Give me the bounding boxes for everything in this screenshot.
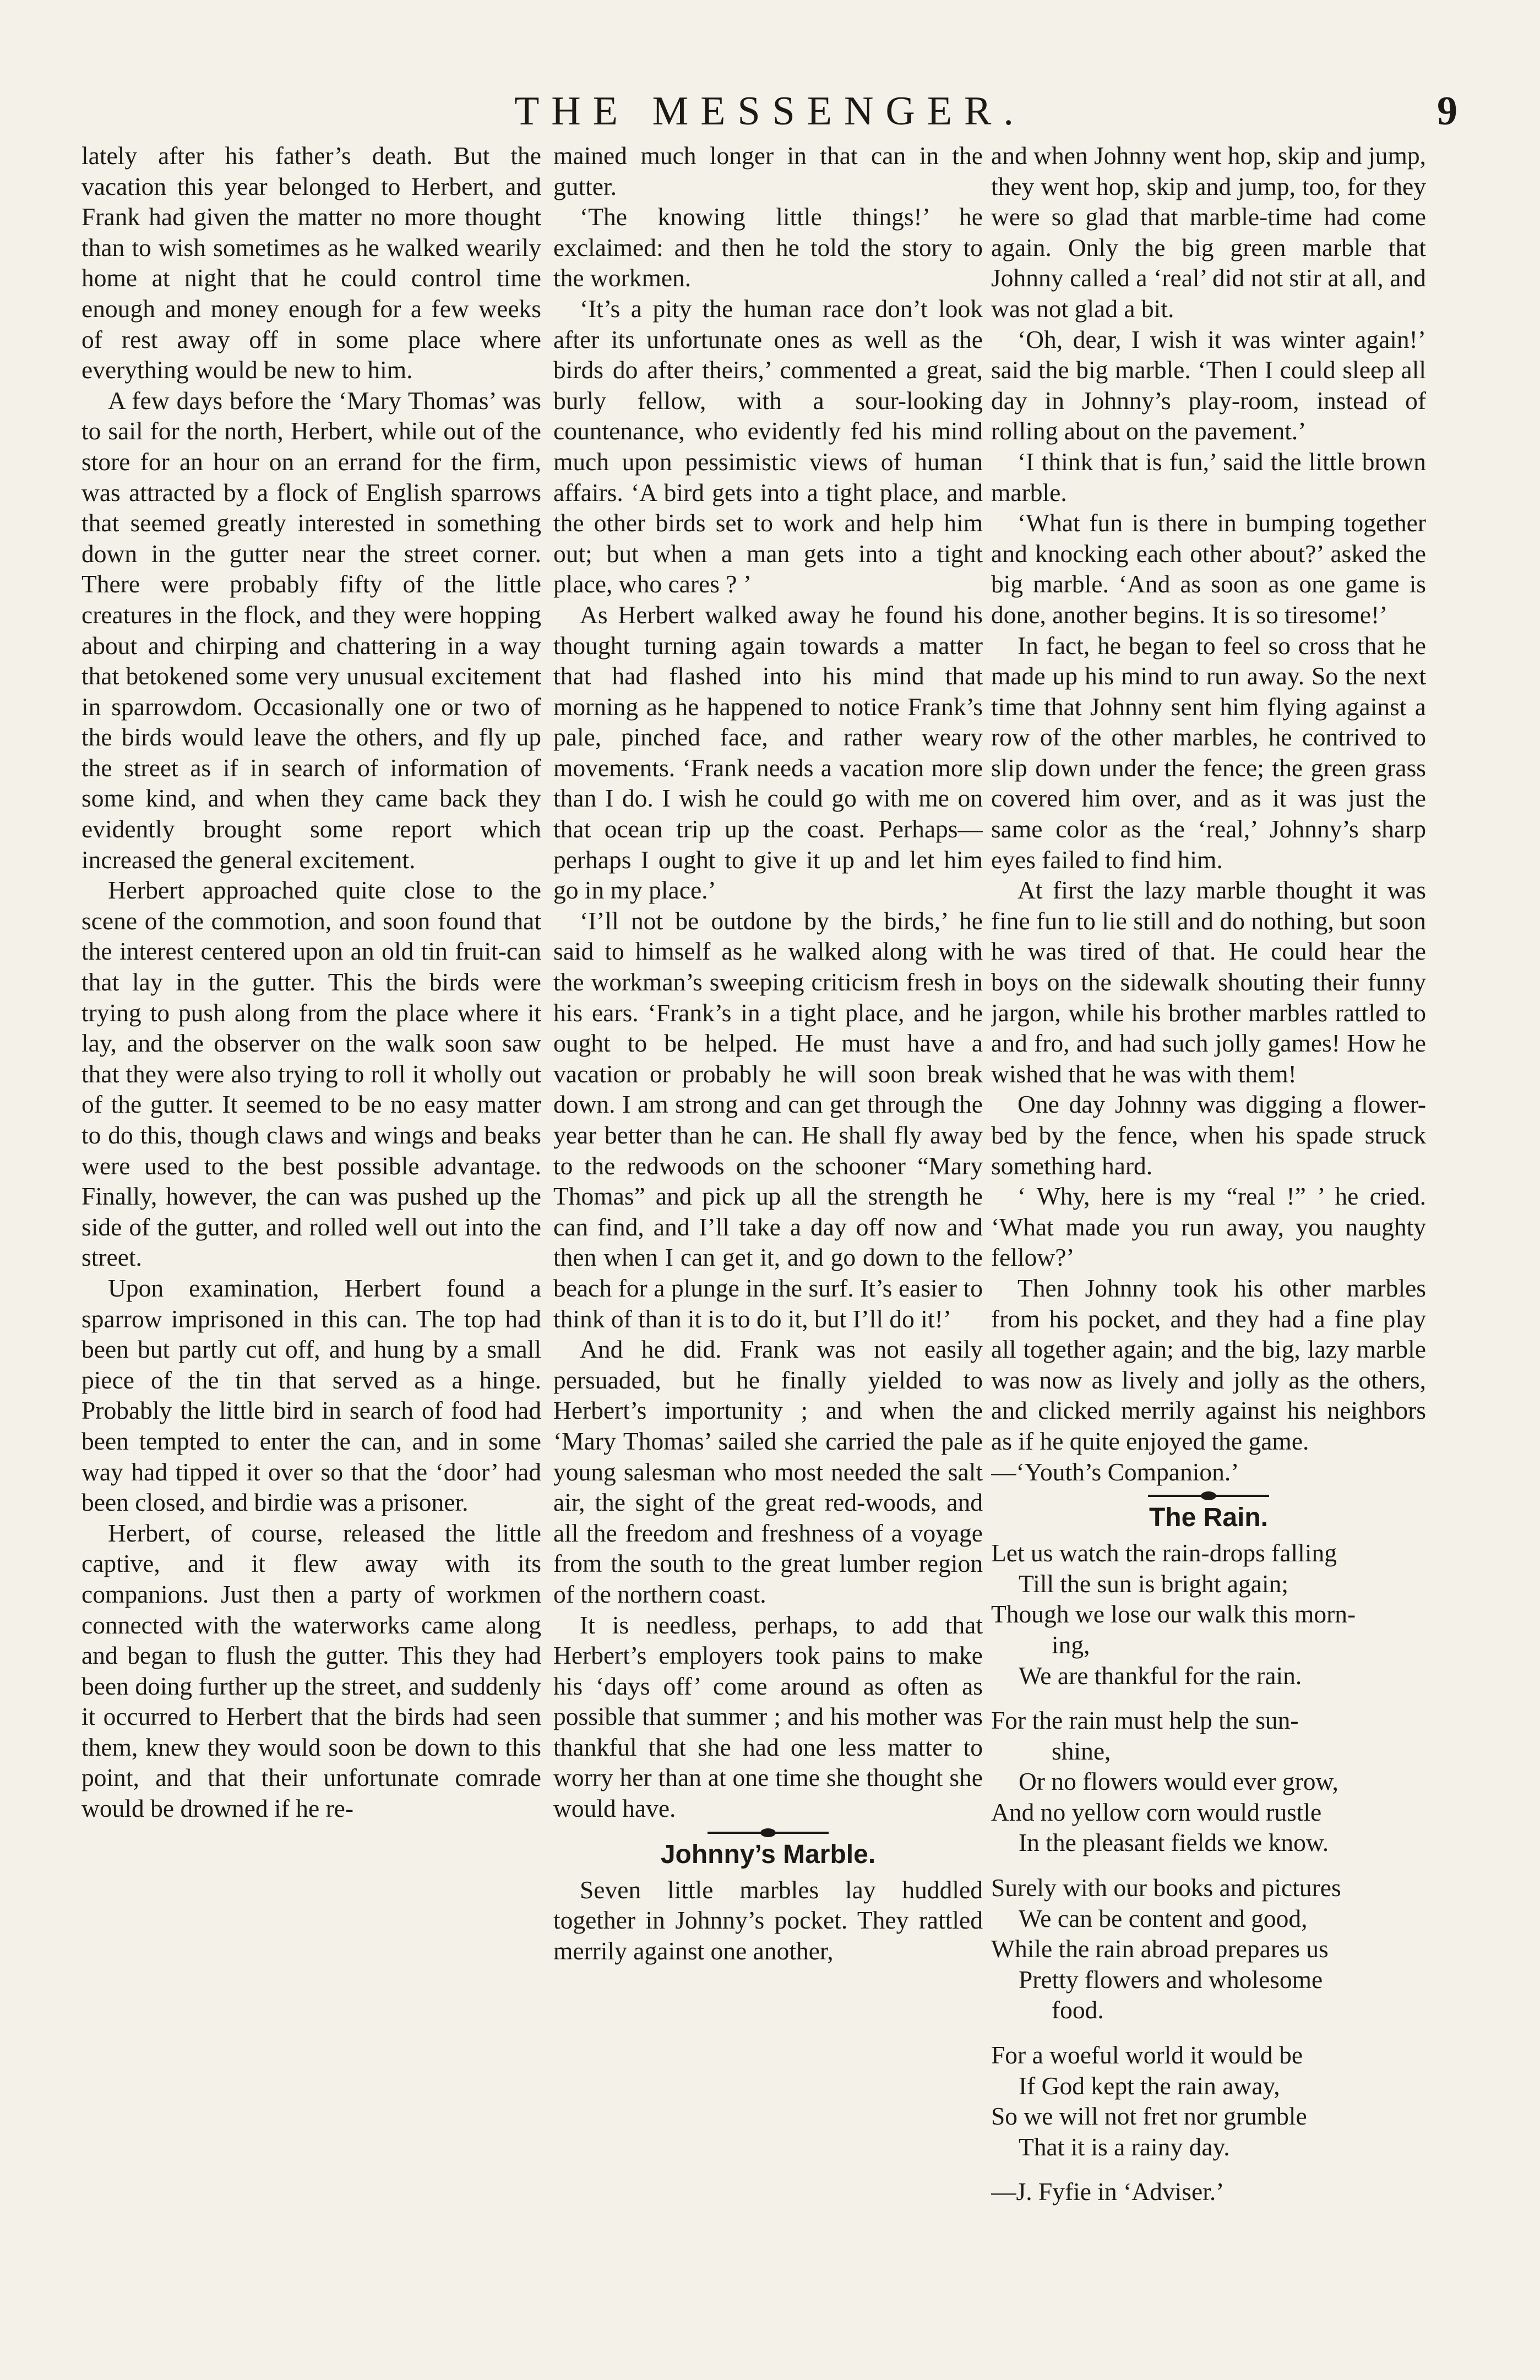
poem-line: Let us watch the rain-drops falling <box>991 1539 1337 1567</box>
poem-line: And no yellow corn would rustle <box>991 1798 1322 1826</box>
poem-stanza <box>991 2040 1426 2162</box>
article-paragraph: mained much longer in that can in the gutter. <box>553 141 983 200</box>
article-paragraph: Herbert approached quite close to the scene of the commotion, and soon found that the interest centered upon an old tin fruit-can that lay in the gutter. This the birds were trying to push along from the place where it lay, and the observer on the walk soon saw that they were also trying to roll it wholly out of the gutter. It seemed to be no easy matter to do this, though claws and wings and beaks were used to the best possible advantage. Finally, however, the can was pushed up the side of the gutter, and rolled well out into the street. <box>81 876 541 1272</box>
poem-line: shine, <box>1052 1736 1111 1765</box>
page-header <box>0 88 1540 138</box>
poem-line: Though we lose our walk this morn- <box>991 1600 1356 1629</box>
poem-line: We are thankful for the rain. <box>1019 1661 1302 1690</box>
article-paragraph: As Herbert walked away he found his thought turning again towards a matter that had flashed into his mind that morning as he happened to notice Frank’s pale, pinched face, and rather weary movements. ‘Frank needs a vacation more than I do. I wish he could go with me on that ocean trip up the coast. Perhaps—perhaps I ought to give it up and let him go in my place.’ <box>553 600 983 905</box>
poem-line: We can be content and good, <box>1019 1904 1308 1932</box>
article-paragraph: ‘It’s a pity the human race don’t look after its unfortunate ones as well as the birds do after theirs,’ commented a great, burly fellow, with a sour-looking countenance, who evidently fed his mind much upon pessimistic views of human affairs. ‘A bird gets into a tight place, and the other birds set to work and help him out; but when a man gets into a tight place, who cares ? ’ <box>553 294 983 598</box>
poem-credit: —J. Fyfie in ‘Adviser.’ <box>991 2177 1225 2206</box>
article-paragraph: Herbert, of course, released the little captive, and it flew away with its companions. Just then a party of workmen connected with the waterworks came along and began to flush the gutter. This they had been doing further up the street, and suddenly it occurred to Herbert that the birds had seen them, knew they would soon be down to this point, and that their unfortunate comrade would be drowned if he re- <box>81 1518 541 1823</box>
column-3 <box>991 140 1426 2337</box>
article-paragraph: It is needless, perhaps, to add that Herbert’s employers took pains to make his ‘days off’ come around as often as possible that summer ; and his mother was thankful that she had one less matter to worry her than at one time she thought she would have. <box>553 1610 983 1823</box>
poem-line: Or no flowers would ever grow, <box>1019 1767 1338 1796</box>
poem <box>991 1538 1426 2207</box>
poem-line: ing, <box>1052 1630 1090 1659</box>
poem-stanza <box>991 1872 1426 2025</box>
story-paragraph: One day Johnny was digging a flower-bed by the fence, when his spade struck something hard. <box>991 1090 1426 1180</box>
poem-stanza <box>991 1538 1426 1691</box>
story-paragraph: ‘I think that is fun,’ said the little brown marble. <box>991 447 1426 507</box>
section-divider <box>708 1832 829 1834</box>
poem-line: Pretty flowers and wholesome <box>1019 1965 1323 1994</box>
article-paragraph: ‘I’ll not be outdone by the birds,’ he said to himself as he walked along with the workman’s sweeping criticism fresh in his ears. ‘Frank’s in a tight place, and he ought to be helped. He must have a vacation or probably he will soon break down. I am strong and can get through the year better than he can. He shall fly away to the redwoods on the schooner “Mary Thomas” and pick up all the strength he can find, and I’ll take a day off now and then when I can get it, and go down to the beach for a plunge in the surf. It’s easier to think of than it is to do it, but I’ll do it!’ <box>553 906 983 1333</box>
story-paragraph: ‘ Why, here is my “real !” ’ he cried. ‘What made you run away, you naughty fellow?’ <box>991 1182 1426 1272</box>
story-paragraph: and when Johnny went hop, skip and jump, they went hop, skip and jump, too, for they were so glad that marble-time had come again. Only the big green marble that Johnny called a ‘real’ did not stir at all, and was not glad a bit. <box>991 141 1426 323</box>
poem-line: In the pleasant fields we know. <box>1019 1828 1329 1857</box>
page-number: 9 <box>1437 89 1457 134</box>
poem-line: Till the sun is bright again; <box>1019 1569 1288 1598</box>
poem-line: For a woeful world it would be <box>991 2041 1303 2069</box>
story-paragraph: Then Johnny took his other marbles from his pocket, and they had a fine play all together again; and the big, lazy marble was now as lively and jolly as the others, and clicked merrily against his neighbors as if he quite enjoyed the game. <box>991 1273 1426 1455</box>
poem-line: While the rain abroad prepares us <box>991 1935 1329 1963</box>
poem-line: If God kept the rain away, <box>1019 2071 1280 2100</box>
column-2 <box>553 140 983 2337</box>
article-paragraph: ‘The knowing little things!’ he exclaimed: and then he told the story to the workmen. <box>553 203 983 292</box>
newspaper-title: THE MESSENGER. <box>514 89 1026 134</box>
story-paragraph: Seven little marbles lay huddled together in Johnny’s pocket. They rattled merrily against one another, <box>553 1875 983 1965</box>
poem-title: The Rain. <box>1149 1503 1269 1533</box>
article-paragraph: A few days before the ‘Mary Thomas’ was to sail for the north, Herbert, while out of the store for an hour on an errand for the firm, was attracted by a flock of English sparrows that seemed greatly interested in something down in the gutter near the street corner. There were probably fifty of the little creatures in the flock, and they were hopping about and chirping and chattering in a way that betokened some very unusual excitement in sparrowdom. Occasionally one or two of the birds would leave the others, and fly up the street as if in search of information of some kind, and when they came back they evidently brought some report which increased the general excitement. <box>81 386 541 874</box>
poem-line: So we will not fret nor grumble <box>991 2102 1307 2131</box>
section-divider <box>1148 1495 1269 1497</box>
poem-line: food. <box>1052 1996 1104 2024</box>
column-1 <box>81 140 541 2337</box>
story-paragraph: ‘What fun is there in bumping together and knocking each other about?’ asked the big marble. ‘And as soon as one game is done, another begins. It is so tiresome!’ <box>991 509 1426 629</box>
story-paragraph: At first the lazy marble thought it was fine fun to lie still and do nothing, but soon he was tired of that. He could hear the boys on the sidewalk shouting their funny jargon, while his brother marbles rattled to and fro, and had such jolly games! How he wished that he was with them! <box>991 876 1426 1088</box>
story-credit: —‘Youth’s Companion.’ <box>991 1457 1239 1486</box>
story-paragraph: In fact, he began to feel so cross that he made up his mind to run away. So the next time that Johnny sent him flying against a row of the other marbles, he contrived to slip down under the fence; the green grass covered him over, and as it was just the same color as the ‘real,’ Johnny’s sharp eyes failed to find him. <box>991 631 1426 874</box>
story-paragraph: ‘Oh, dear, I wish it was winter again!’ said the big marble. ‘Then I could sleep all day in Johnny’s play-room, instead of rolling about on the pavement.’ <box>991 325 1426 445</box>
poem-line: Surely with our books and pictures <box>991 1873 1341 1902</box>
article-paragraph: lately after his father’s death. But the vacation this year belonged to Herbert, and Frank had given the matter no more thought than to wish sometimes as he walked wearily home at night that he could control time enough and money enough for a few weeks of rest away off in some place where everything would be new to him. <box>81 141 541 384</box>
article-paragraph: Upon examination, Herbert found a sparrow imprisoned in this can. The top had been but partly cut off, and hung by a small piece of the tin that served as a hinge. Probably the little bird in search of food had been tempted to enter the can, and in some way had tipped it over so that the ‘door’ had been closed, and birdie was a prisoner. <box>81 1273 541 1517</box>
poem-line: For the rain must help the sun- <box>991 1706 1299 1735</box>
article-paragraph: And he did. Frank was not easily persuaded, but he finally yielded to Herbert’s importunity ; and when the ‘Mary Thomas’ sailed she carried the pale young salesman who most needed the salt air, the sight of the great red-woods, and all the freedom and freshness of a voyage from the south to the great lumber region of the northern coast. <box>553 1335 983 1608</box>
poem-line: That it is a rainy day. <box>1019 2132 1230 2161</box>
poem-stanza <box>991 1705 1426 1858</box>
marble-story-heading: Johnny’s Marble. <box>660 1839 876 1869</box>
